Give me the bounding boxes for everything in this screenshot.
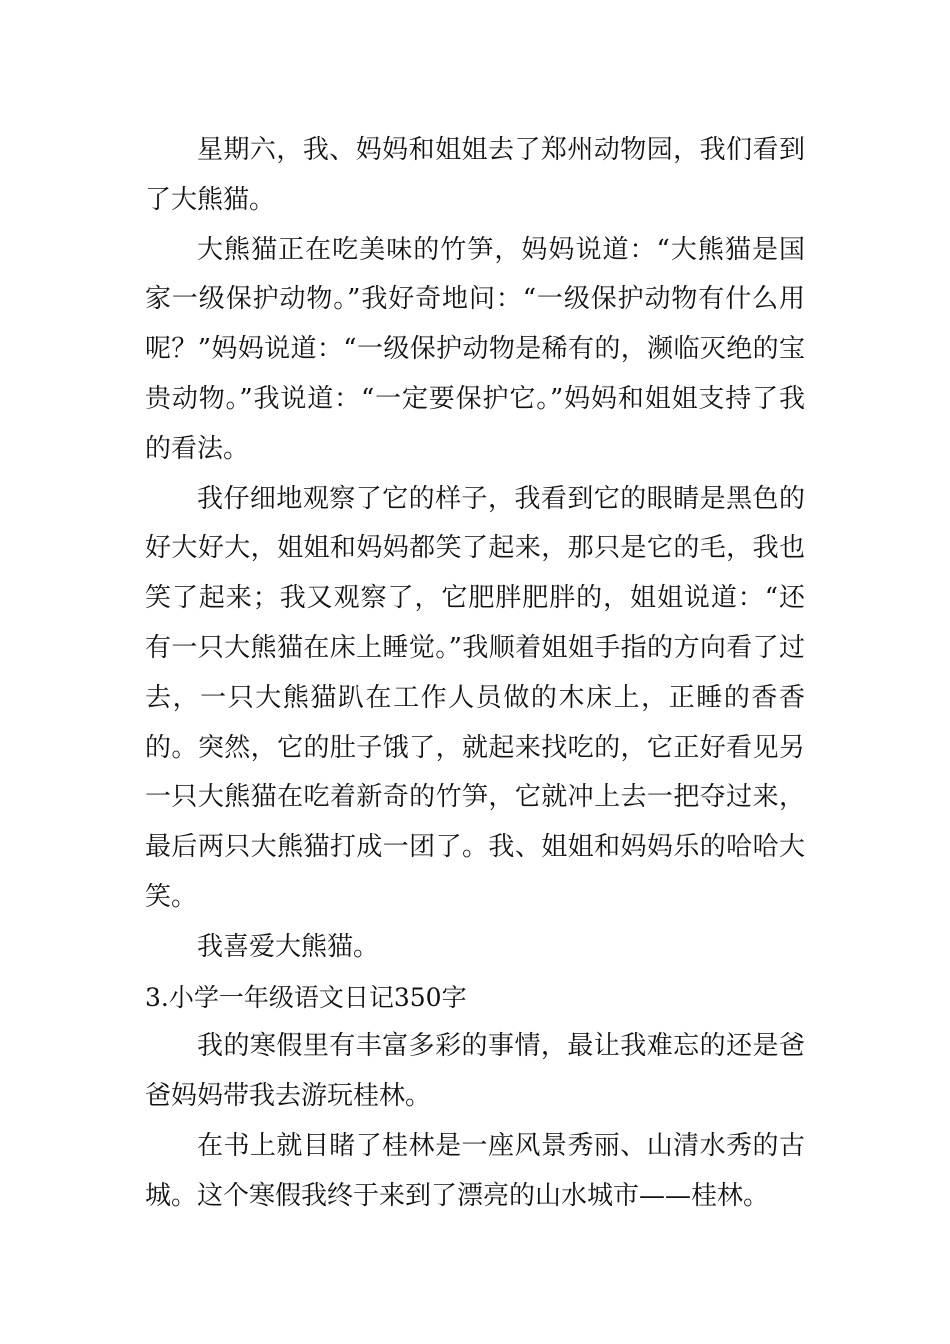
document-page (145, 126, 805, 1222)
paragraph-winter-break: 我的寒假里有丰富多彩的事情，最让我难忘的还是爸爸妈妈带我去游玩桂林。 (145, 1031, 805, 1112)
section-heading: 3.小学一年级语文日记350字 (145, 982, 467, 1012)
paragraph-conclusion: 我喜爱大熊猫。 (197, 931, 380, 962)
paragraph-guilin: 在书上就目睹了桂林是一座风景秀丽、山清水秀的古城。这个寒假我终于来到了漂亮的山水城市——桂林。 (145, 1130, 805, 1211)
paragraph-observation: 我仔细地观察了它的样子，我看到它的眼睛是黑色的好大好大，姐姐和妈妈都笑了起来，那只是它的毛，我也笑了起来；我又观察了，它肥胖肥胖的，姐姐说道：“还有一只大熊猫在床上睡觉。”我顺着姐姐手指的方向看了过去，一只大熊猫趴在工作人员做的木床上，正睡的香香的。突然，它的肚子饿了，就起来找吃的，它正好看见另一只大熊猫在吃着新奇的竹笋，它就冲上去一把夺过来，最后两只大熊猫打成一团了。我、姐姐和妈妈乐的哈哈大笑。 (145, 483, 805, 912)
paragraph-zoo-visit: 星期六，我、妈妈和姐姐去了郑州动物园，我们看到了大熊猫。 (145, 135, 805, 215)
paragraph-protected-animal: 大熊猫正在吃美味的竹笋，妈妈说道：“大熊猫是国家一级保护动物。”我好奇地问：“一级保护动物有什么用呢？”妈妈说道：“一级保护动物是稀有的，濒临灭绝的宝贵动物。”我说道：“一定要保护它。”妈妈和姐姐支持了我的看法。 (145, 234, 805, 464)
